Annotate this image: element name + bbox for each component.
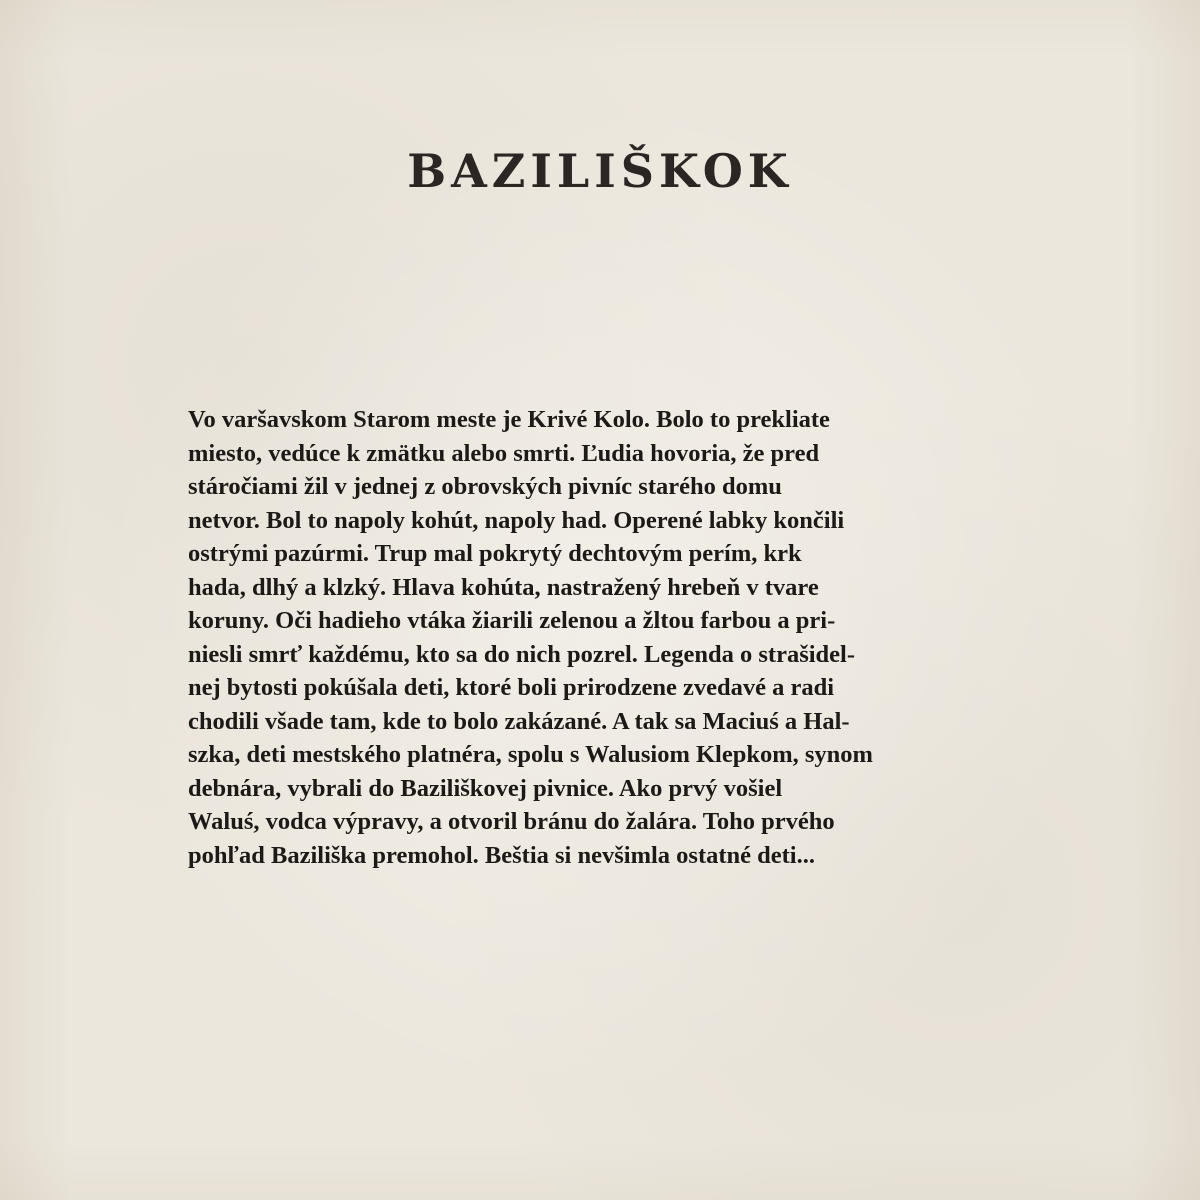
paragraph-line: chodili všade tam, kde to bolo zakázané. A tak sa Maciuś a Hal- <box>188 707 850 735</box>
paragraph-line: ostrými pazúrmi. Trup mal pokrytý dechtovým perím, krk <box>188 540 802 567</box>
paragraph-line: netvor. Bol to napoly kohút, napoly had. Operené labky končili <box>188 506 845 534</box>
paragraph-line: stáročiami žil v jednej z obrovských pivníc starého domu <box>188 473 782 500</box>
paragraph-line: Waluś, vodca výpravy, a otvoril bránu do žalára. Toho prvého <box>188 808 835 835</box>
paragraph-line: hada, dlhý a klzký. Hlava kohúta, nastražený hrebeň v tvare <box>188 573 819 601</box>
paragraph-line: debnára, vybrali do Baziliškovej pivnice. Ako prvý vošiel <box>188 774 783 802</box>
paragraph-line: niesli smrť každému, kto sa do nich pozrel. Legenda o strašidel- <box>188 640 856 668</box>
chapter-title: BAZILIŠKOK <box>407 144 793 198</box>
paragraph-line: Vo varšavskom Starom meste je Krivé Kolo. Bolo to prekliate <box>188 406 830 433</box>
paragraph-line: koruny. Oči hadieho vtáka žiarili zelenou a žltou farbou a pri- <box>188 607 836 634</box>
story-paragraph <box>188 403 1018 872</box>
paragraph-line: miesto, vedúce k zmätku alebo smrti. Ľudia hovoria, že pred <box>188 439 820 467</box>
paragraph-line: nej bytosti pokúšala deti, ktoré boli prirodzene zvedavé a radi <box>188 674 835 701</box>
paragraph-line: szka, deti mestského platnéra, spolu s Walusiom Klepkom, synom <box>188 741 873 768</box>
paragraph-line: pohľad Baziliška premohol. Beštia si nevšimla ostatné deti... <box>188 841 815 869</box>
